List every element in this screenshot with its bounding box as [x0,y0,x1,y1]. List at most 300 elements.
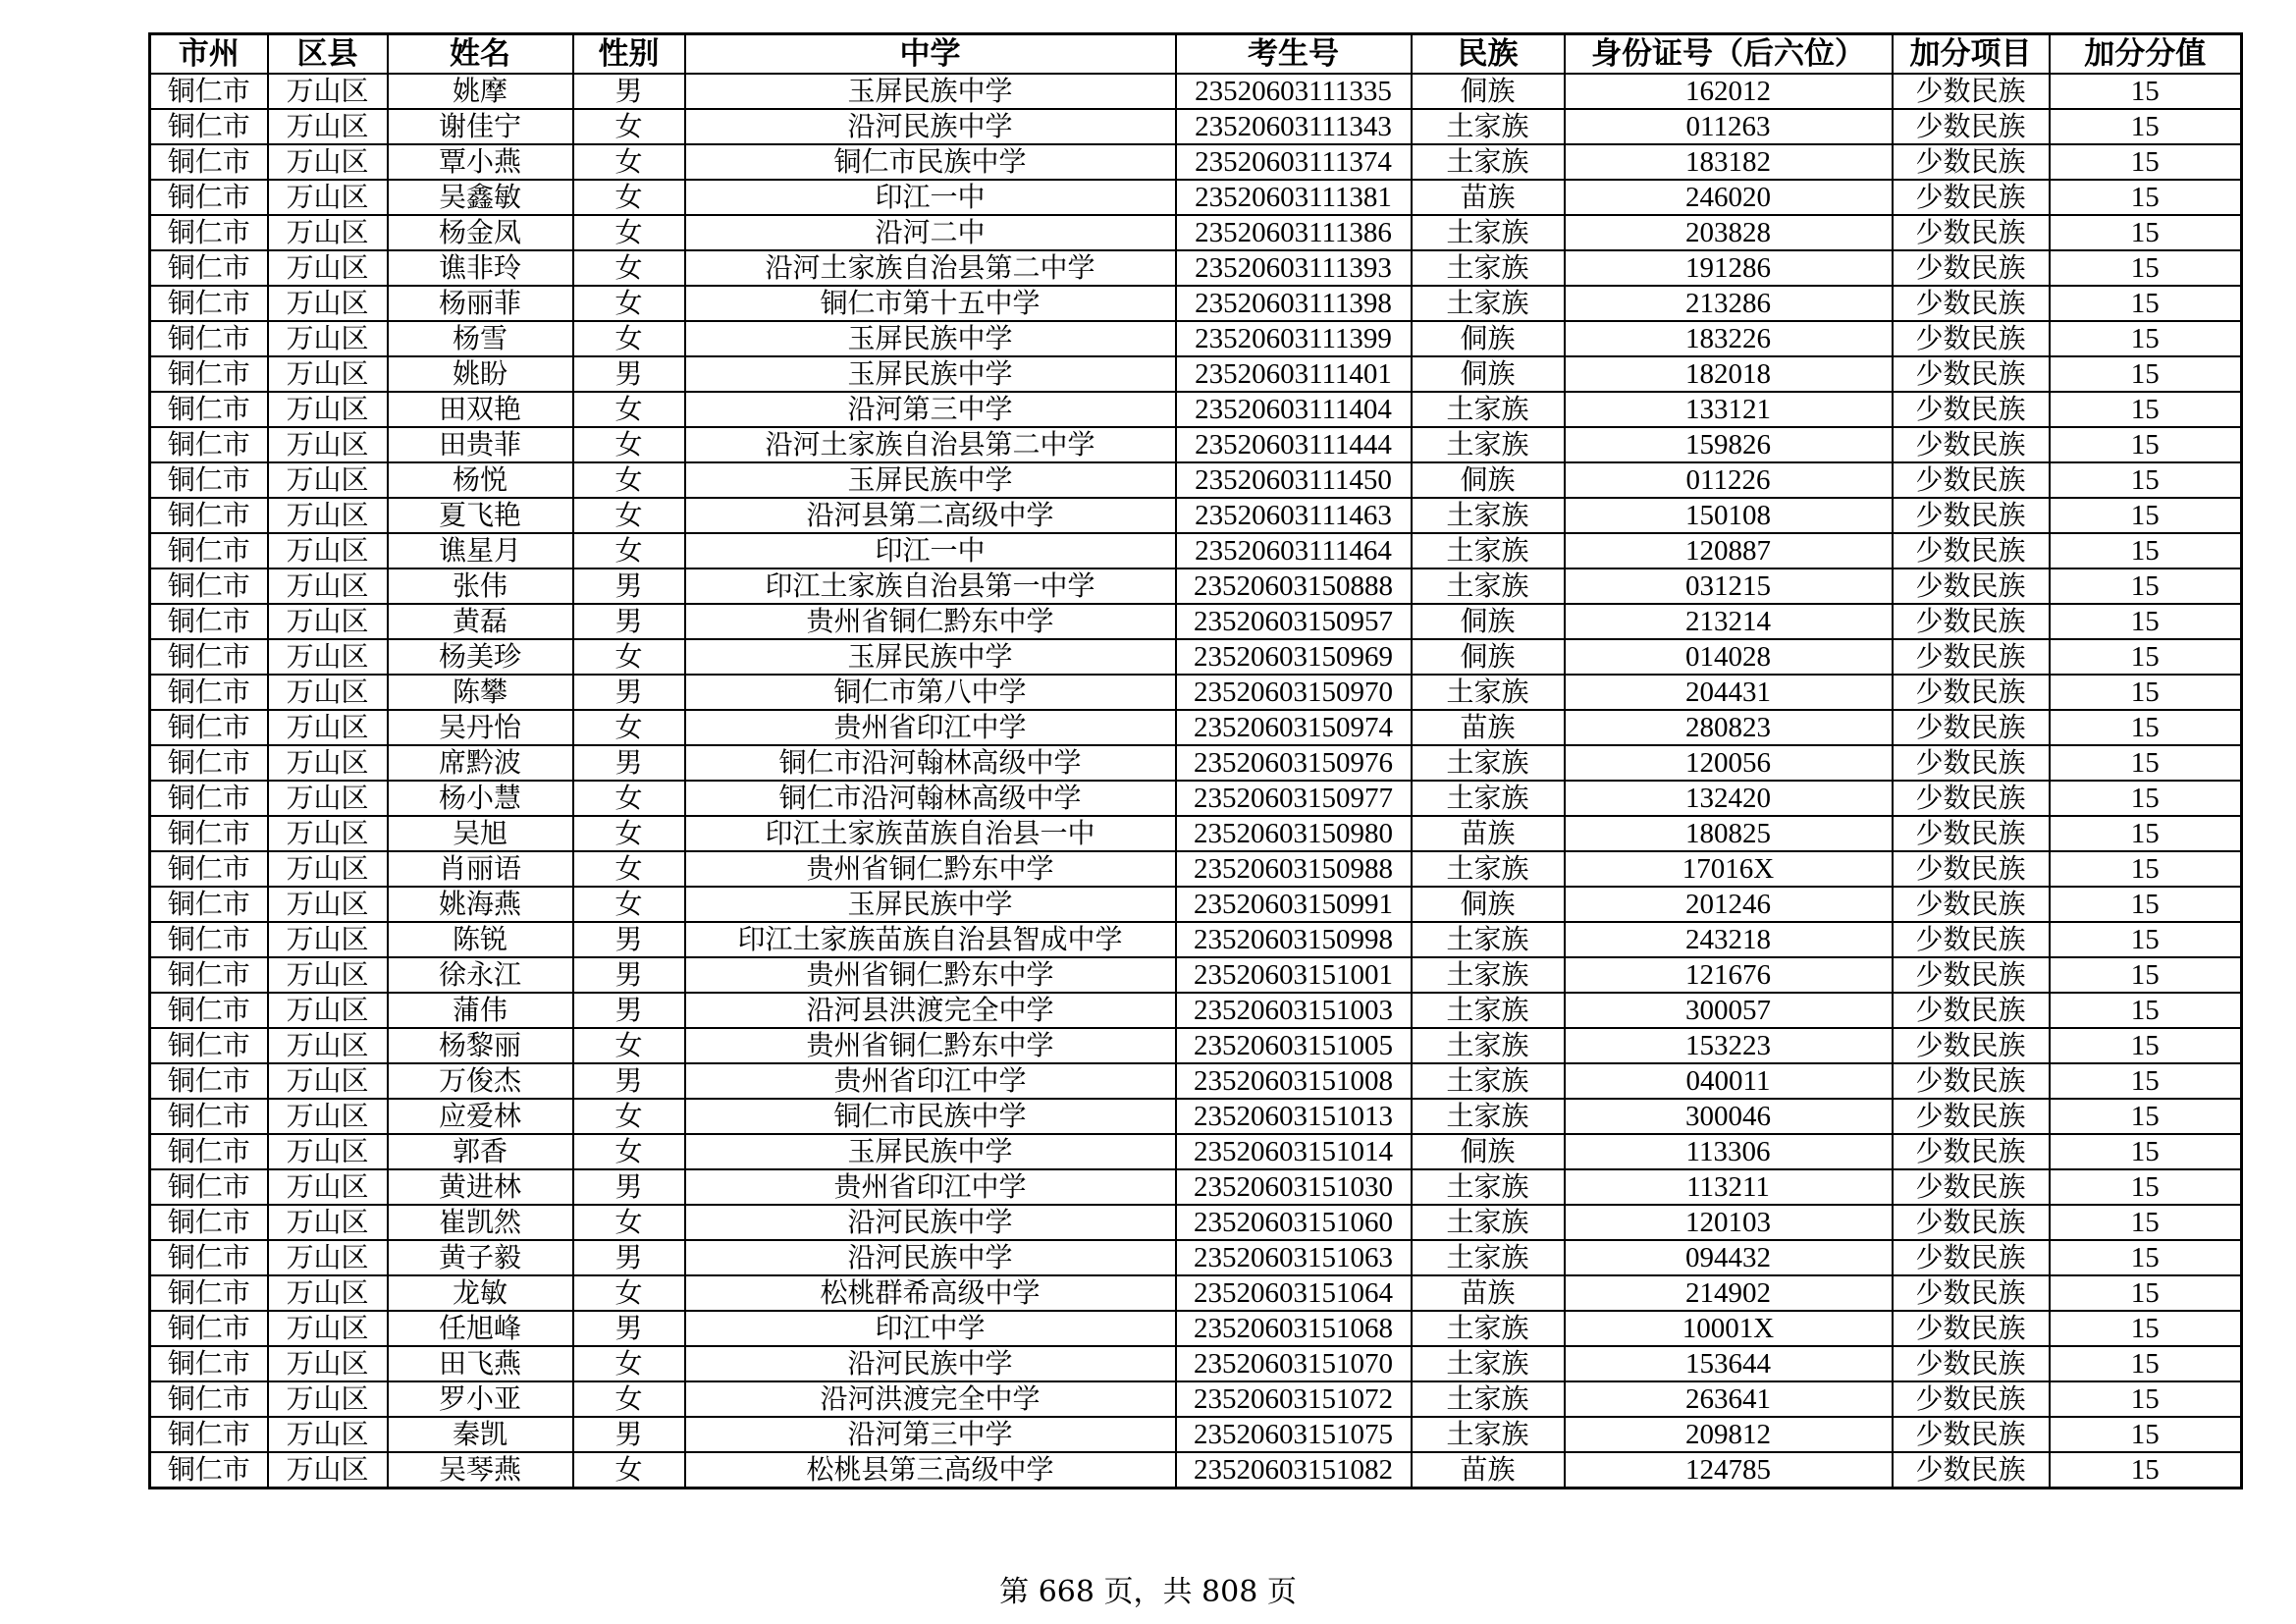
ethnicity-cell: 侗族 [1412,321,1565,356]
bonus-item-cell: 少数民族 [1893,639,2050,675]
ethnicity-cell: 土家族 [1412,1311,1565,1346]
bonus-item-cell: 少数民族 [1893,427,2050,462]
name-cell: 吴琴燕 [388,1452,573,1489]
name-cell: 田双艳 [388,392,573,427]
city-cell: 铜仁市 [150,1099,268,1134]
city-cell: 铜仁市 [150,781,268,816]
exam-number-cell: 23520603151013 [1176,1099,1412,1134]
name-cell: 谯非玲 [388,250,573,286]
name-cell: 杨美珍 [388,639,573,675]
table-row [150,851,2242,887]
school-cell: 玉屏民族中学 [685,321,1176,356]
ethnicity-cell: 土家族 [1412,392,1565,427]
bonus-value-cell: 15 [2050,1346,2242,1381]
bonus-item-cell: 少数民族 [1893,144,2050,180]
id-last-six-cell: 159826 [1565,427,1893,462]
ethnicity-cell: 土家族 [1412,1417,1565,1452]
bonus-item-cell: 少数民族 [1893,851,2050,887]
table-row [150,1063,2242,1099]
table-row [150,816,2242,851]
name-cell: 姚海燕 [388,887,573,922]
bonus-item-cell: 少数民族 [1893,321,2050,356]
id-last-six-cell: 209812 [1565,1417,1893,1452]
gender-cell: 女 [573,250,685,286]
school-cell: 沿河县第二高级中学 [685,498,1176,533]
gender-cell: 女 [573,462,685,498]
id-last-six-cell: 213286 [1565,286,1893,321]
bonus-item-cell: 少数民族 [1893,356,2050,392]
bonus-value-cell: 15 [2050,427,2242,462]
bonus-value-cell: 15 [2050,356,2242,392]
id-last-six-cell: 133121 [1565,392,1893,427]
exam-number-cell: 23520603111463 [1176,498,1412,533]
table-body [150,74,2242,1489]
name-cell: 吴鑫敏 [388,180,573,215]
ethnicity-cell: 苗族 [1412,1452,1565,1489]
exam-number-cell: 23520603150957 [1176,604,1412,639]
ethnicity-cell: 土家族 [1412,109,1565,144]
bonus-item-cell: 少数民族 [1893,922,2050,957]
school-cell: 沿河二中 [685,215,1176,250]
bonus-item-cell: 少数民族 [1893,887,2050,922]
city-cell: 铜仁市 [150,745,268,781]
name-cell: 陈攀 [388,675,573,710]
gender-cell: 男 [573,1240,685,1275]
name-cell: 杨雪 [388,321,573,356]
id-last-six-cell: 263641 [1565,1381,1893,1417]
bonus-item-cell: 少数民族 [1893,1275,2050,1311]
city-cell: 铜仁市 [150,250,268,286]
bonus-item-cell: 少数民族 [1893,533,2050,568]
school-cell: 贵州省铜仁黔东中学 [685,1028,1176,1063]
gender-cell: 女 [573,1381,685,1417]
bonus-item-cell: 少数民族 [1893,109,2050,144]
city-cell: 铜仁市 [150,887,268,922]
school-cell: 玉屏民族中学 [685,639,1176,675]
city-cell: 铜仁市 [150,675,268,710]
gender-cell: 女 [573,321,685,356]
gender-cell: 女 [573,533,685,568]
school-cell: 沿河第三中学 [685,1417,1176,1452]
exam-number-cell: 23520603151001 [1176,957,1412,993]
name-cell: 谯星月 [388,533,573,568]
bonus-item-cell: 少数民族 [1893,392,2050,427]
district-cell: 万山区 [268,109,388,144]
ethnicity-cell: 侗族 [1412,74,1565,109]
district-cell: 万山区 [268,1063,388,1099]
bonus-value-cell: 15 [2050,180,2242,215]
table-row [150,745,2242,781]
name-cell: 田飞燕 [388,1346,573,1381]
exam-number-cell: 23520603111398 [1176,286,1412,321]
bonus-item-cell: 少数民族 [1893,1381,2050,1417]
city-cell: 铜仁市 [150,180,268,215]
gender-cell: 女 [573,639,685,675]
city-cell: 铜仁市 [150,498,268,533]
name-cell: 杨丽菲 [388,286,573,321]
school-cell: 铜仁市第十五中学 [685,286,1176,321]
city-cell: 铜仁市 [150,1205,268,1240]
exam-number-cell: 23520603150976 [1176,745,1412,781]
id-last-six-cell: 121676 [1565,957,1893,993]
exam-number-cell: 23520603151070 [1176,1346,1412,1381]
bonus-item-cell: 少数民族 [1893,1134,2050,1169]
ethnicity-cell: 土家族 [1412,781,1565,816]
column-header-bonus-item: 加分项目 [1893,34,2050,75]
id-last-six-cell: 153223 [1565,1028,1893,1063]
exam-number-cell: 23520603150977 [1176,781,1412,816]
city-cell: 铜仁市 [150,1134,268,1169]
name-cell: 黄磊 [388,604,573,639]
table-row [150,250,2242,286]
exam-number-cell: 23520603111374 [1176,144,1412,180]
bonus-value-cell: 15 [2050,144,2242,180]
school-cell: 沿河洪渡完全中学 [685,1381,1176,1417]
ethnicity-cell: 土家族 [1412,1169,1565,1205]
exam-number-cell: 23520603151072 [1176,1381,1412,1417]
bonus-item-cell: 少数民族 [1893,675,2050,710]
table-row [150,993,2242,1028]
ethnicity-cell: 土家族 [1412,675,1565,710]
school-cell: 贵州省印江中学 [685,710,1176,745]
id-last-six-cell: 201246 [1565,887,1893,922]
exam-number-cell: 23520603151075 [1176,1417,1412,1452]
ethnicity-cell: 侗族 [1412,462,1565,498]
exam-number-cell: 23520603111343 [1176,109,1412,144]
school-cell: 玉屏民族中学 [685,887,1176,922]
exam-number-cell: 23520603111381 [1176,180,1412,215]
bonus-value-cell: 15 [2050,922,2242,957]
bonus-value-cell: 15 [2050,639,2242,675]
gender-cell: 女 [573,1099,685,1134]
district-cell: 万山区 [268,1381,388,1417]
bonus-item-cell: 少数民族 [1893,1063,2050,1099]
school-cell: 印江一中 [685,180,1176,215]
bonus-item-cell: 少数民族 [1893,250,2050,286]
city-cell: 铜仁市 [150,1028,268,1063]
id-last-six-cell: 014028 [1565,639,1893,675]
bonus-value-cell: 15 [2050,392,2242,427]
school-cell: 铜仁市沿河翰林高级中学 [685,745,1176,781]
id-last-six-cell: 243218 [1565,922,1893,957]
city-cell: 铜仁市 [150,1240,268,1275]
school-cell: 印江一中 [685,533,1176,568]
bonus-value-cell: 15 [2050,286,2242,321]
table-row [150,180,2242,215]
bonus-value-cell: 15 [2050,781,2242,816]
district-cell: 万山区 [268,887,388,922]
gender-cell: 男 [573,957,685,993]
bonus-value-cell: 15 [2050,745,2242,781]
school-cell: 贵州省铜仁黔东中学 [685,957,1176,993]
table-row [150,109,2242,144]
name-cell: 龙敏 [388,1275,573,1311]
bonus-value-cell: 15 [2050,533,2242,568]
district-cell: 万山区 [268,851,388,887]
bonus-item-cell: 少数民族 [1893,462,2050,498]
district-cell: 万山区 [268,498,388,533]
name-cell: 崔凯然 [388,1205,573,1240]
column-header-exam-number: 考生号 [1176,34,1412,75]
bonus-item-cell: 少数民族 [1893,568,2050,604]
bonus-value-cell: 15 [2050,462,2242,498]
id-last-six-cell: 204431 [1565,675,1893,710]
table-row [150,1381,2242,1417]
bonus-value-cell: 15 [2050,851,2242,887]
district-cell: 万山区 [268,1028,388,1063]
exam-number-cell: 23520603151082 [1176,1452,1412,1489]
exam-number-cell: 23520603150980 [1176,816,1412,851]
ethnicity-cell: 土家族 [1412,957,1565,993]
bonus-value-cell: 15 [2050,1240,2242,1275]
id-last-six-cell: 183182 [1565,144,1893,180]
table-row [150,498,2242,533]
school-cell: 贵州省印江中学 [685,1169,1176,1205]
district-cell: 万山区 [268,1099,388,1134]
bonus-value-cell: 15 [2050,1134,2242,1169]
city-cell: 铜仁市 [150,568,268,604]
name-cell: 任旭峰 [388,1311,573,1346]
exam-number-cell: 23520603111335 [1176,74,1412,109]
gender-cell: 男 [573,1417,685,1452]
school-cell: 印江土家族苗族自治县一中 [685,816,1176,851]
name-cell: 杨金凤 [388,215,573,250]
ethnicity-cell: 土家族 [1412,498,1565,533]
id-last-six-cell: 183226 [1565,321,1893,356]
district-cell: 万山区 [268,710,388,745]
city-cell: 铜仁市 [150,604,268,639]
table-row [150,286,2242,321]
table-row [150,781,2242,816]
table-row [150,74,2242,109]
table-row [150,1311,2242,1346]
city-cell: 铜仁市 [150,74,268,109]
name-cell: 张伟 [388,568,573,604]
id-last-six-cell: 300046 [1565,1099,1893,1134]
name-cell: 覃小燕 [388,144,573,180]
bonus-value-cell: 15 [2050,816,2242,851]
gender-cell: 男 [573,1169,685,1205]
district-cell: 万山区 [268,745,388,781]
id-last-six-cell: 113211 [1565,1169,1893,1205]
table-row [150,1099,2242,1134]
district-cell: 万山区 [268,180,388,215]
school-cell: 沿河民族中学 [685,1346,1176,1381]
gender-cell: 女 [573,109,685,144]
table-row [150,639,2242,675]
exam-number-cell: 23520603111404 [1176,392,1412,427]
ethnicity-cell: 侗族 [1412,604,1565,639]
column-header-ethnicity: 民族 [1412,34,1565,75]
gender-cell: 女 [573,1028,685,1063]
gender-cell: 女 [573,498,685,533]
city-cell: 铜仁市 [150,1381,268,1417]
exam-number-cell: 23520603151068 [1176,1311,1412,1346]
bonus-item-cell: 少数民族 [1893,993,2050,1028]
school-cell: 玉屏民族中学 [685,1134,1176,1169]
school-cell: 沿河土家族自治县第二中学 [685,427,1176,462]
city-cell: 铜仁市 [150,109,268,144]
exam-number-cell: 23520603151060 [1176,1205,1412,1240]
ethnicity-cell: 土家族 [1412,1028,1565,1063]
exam-number-cell: 23520603111401 [1176,356,1412,392]
gender-cell: 男 [573,675,685,710]
column-header-bonus-value: 加分分值 [2050,34,2242,75]
bonus-value-cell: 15 [2050,568,2242,604]
bonus-item-cell: 少数民族 [1893,215,2050,250]
school-cell: 玉屏民族中学 [685,74,1176,109]
exam-number-cell: 23520603111399 [1176,321,1412,356]
name-cell: 黄进林 [388,1169,573,1205]
gender-cell: 女 [573,710,685,745]
table-row [150,427,2242,462]
name-cell: 杨小慧 [388,781,573,816]
id-last-six-cell: 040011 [1565,1063,1893,1099]
bonus-value-cell: 15 [2050,710,2242,745]
bonus-item-cell: 少数民族 [1893,710,2050,745]
district-cell: 万山区 [268,286,388,321]
district-cell: 万山区 [268,1346,388,1381]
column-header-id-last-six: 身份证号（后六位） [1565,34,1893,75]
table-row [150,922,2242,957]
school-cell: 沿河民族中学 [685,109,1176,144]
name-cell: 秦凯 [388,1417,573,1452]
district-cell: 万山区 [268,568,388,604]
bonus-value-cell: 15 [2050,1028,2242,1063]
district-cell: 万山区 [268,604,388,639]
bonus-item-cell: 少数民族 [1893,1452,2050,1489]
ethnicity-cell: 土家族 [1412,286,1565,321]
school-cell: 印江土家族苗族自治县智成中学 [685,922,1176,957]
exam-number-cell: 23520603150991 [1176,887,1412,922]
city-cell: 铜仁市 [150,427,268,462]
city-cell: 铜仁市 [150,286,268,321]
city-cell: 铜仁市 [150,993,268,1028]
id-last-six-cell: 011226 [1565,462,1893,498]
column-header-name: 姓名 [388,34,573,75]
ethnicity-cell: 侗族 [1412,639,1565,675]
exam-number-cell: 23520603150998 [1176,922,1412,957]
gender-cell: 女 [573,215,685,250]
name-cell: 肖丽语 [388,851,573,887]
table-row [150,1028,2242,1063]
school-cell: 铜仁市民族中学 [685,1099,1176,1134]
district-cell: 万山区 [268,1275,388,1311]
table-row [150,215,2242,250]
city-cell: 铜仁市 [150,1452,268,1489]
id-last-six-cell: 011263 [1565,109,1893,144]
gender-cell: 女 [573,1452,685,1489]
table-row [150,675,2242,710]
id-last-six-cell: 246020 [1565,180,1893,215]
ethnicity-cell: 苗族 [1412,710,1565,745]
district-cell: 万山区 [268,957,388,993]
bonus-value-cell: 15 [2050,321,2242,356]
id-last-six-cell: 162012 [1565,74,1893,109]
district-cell: 万山区 [268,1134,388,1169]
gender-cell: 男 [573,568,685,604]
school-cell: 贵州省印江中学 [685,1063,1176,1099]
gender-cell: 女 [573,887,685,922]
id-last-six-cell: 17016X [1565,851,1893,887]
gender-cell: 女 [573,1205,685,1240]
bonus-value-cell: 15 [2050,215,2242,250]
name-cell: 吴丹怡 [388,710,573,745]
district-cell: 万山区 [268,462,388,498]
school-cell: 铜仁市沿河翰林高级中学 [685,781,1176,816]
ethnicity-cell: 土家族 [1412,533,1565,568]
column-header-city: 市州 [150,34,268,75]
gender-cell: 女 [573,1275,685,1311]
name-cell: 杨黎丽 [388,1028,573,1063]
table-row [150,957,2242,993]
ethnicity-cell: 苗族 [1412,180,1565,215]
exam-number-cell: 23520603111464 [1176,533,1412,568]
gender-cell: 女 [573,144,685,180]
id-last-six-cell: 124785 [1565,1452,1893,1489]
school-cell: 沿河民族中学 [685,1205,1176,1240]
name-cell: 罗小亚 [388,1381,573,1417]
table-row [150,462,2242,498]
gender-cell: 女 [573,392,685,427]
name-cell: 黄子毅 [388,1240,573,1275]
district-cell: 万山区 [268,781,388,816]
bonus-value-cell: 15 [2050,1099,2242,1134]
id-last-six-cell: 191286 [1565,250,1893,286]
table-row [150,1275,2242,1311]
name-cell: 姚摩 [388,74,573,109]
gender-cell: 女 [573,1134,685,1169]
school-cell: 玉屏民族中学 [685,462,1176,498]
district-cell: 万山区 [268,816,388,851]
name-cell: 万俊杰 [388,1063,573,1099]
bonus-item-cell: 少数民族 [1893,286,2050,321]
ethnicity-cell: 土家族 [1412,1063,1565,1099]
city-cell: 铜仁市 [150,851,268,887]
city-cell: 铜仁市 [150,462,268,498]
city-cell: 铜仁市 [150,215,268,250]
bonus-item-cell: 少数民族 [1893,1417,2050,1452]
table-row [150,604,2242,639]
exam-number-cell: 23520603151008 [1176,1063,1412,1099]
table-row [150,1452,2242,1489]
district-cell: 万山区 [268,1452,388,1489]
school-cell: 贵州省铜仁黔东中学 [685,604,1176,639]
district-cell: 万山区 [268,639,388,675]
ethnicity-cell: 土家族 [1412,250,1565,286]
id-last-six-cell: 182018 [1565,356,1893,392]
id-last-six-cell: 213214 [1565,604,1893,639]
bonus-value-cell: 15 [2050,109,2242,144]
id-last-six-cell: 203828 [1565,215,1893,250]
gender-cell: 女 [573,286,685,321]
school-cell: 松桃县第三高级中学 [685,1452,1176,1489]
city-cell: 铜仁市 [150,639,268,675]
district-cell: 万山区 [268,427,388,462]
table-row [150,144,2242,180]
gender-cell: 女 [573,781,685,816]
id-last-six-cell: 094432 [1565,1240,1893,1275]
bonus-item-cell: 少数民族 [1893,1028,2050,1063]
school-cell: 印江土家族自治县第一中学 [685,568,1176,604]
table-row [150,1417,2242,1452]
exam-number-cell: 23520603151005 [1176,1028,1412,1063]
bonus-item-cell: 少数民族 [1893,1099,2050,1134]
school-cell: 松桃群希高级中学 [685,1275,1176,1311]
exam-number-cell: 23520603111444 [1176,427,1412,462]
bonus-item-cell: 少数民族 [1893,180,2050,215]
bonus-value-cell: 15 [2050,250,2242,286]
